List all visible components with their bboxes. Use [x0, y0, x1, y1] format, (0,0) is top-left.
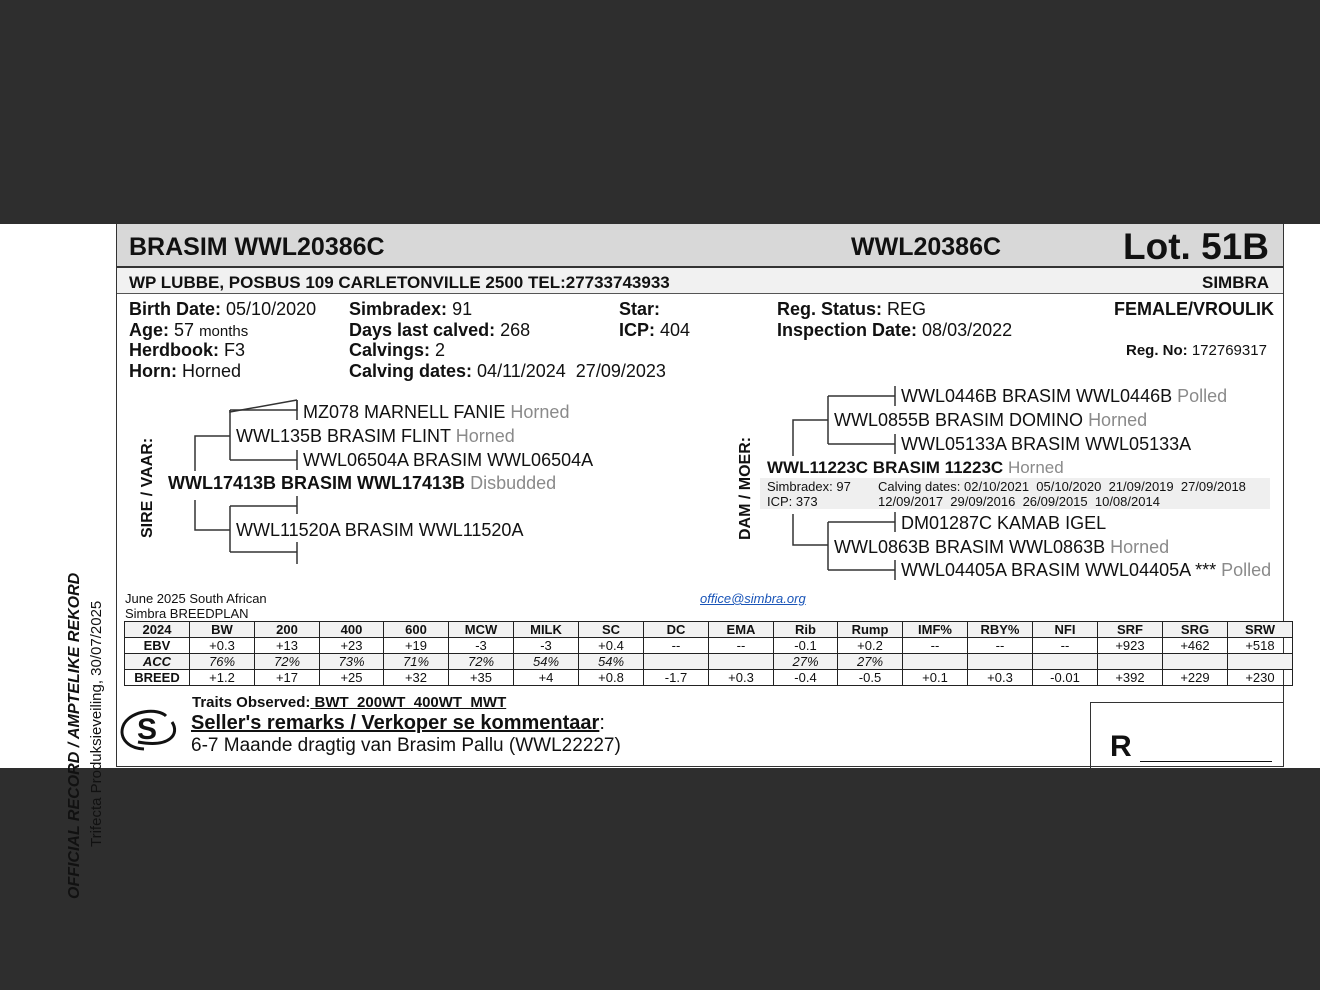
dam-sire-sire: WWL0446B BRASIM WWL0446B Polled — [901, 386, 1228, 406]
table-cell: -3 — [514, 638, 579, 654]
table-cell: -0.5 — [838, 670, 903, 686]
dam: WWL11223C BRASIM 11223C Horned — [767, 458, 1064, 477]
sex: FEMALE/VROULIK — [1114, 299, 1274, 319]
reg-status: Reg. Status: REG — [777, 299, 927, 319]
table-cell: +0.1 — [903, 670, 968, 686]
table-cell: +19 — [384, 638, 449, 654]
breedplan-line-2: Simbra BREEDPLAN — [125, 606, 249, 621]
table-cell: Rib — [774, 622, 838, 638]
seller-remarks: 6-7 Maande dragtig van Brasim Pallu (WWL22227) — [191, 735, 621, 756]
table-cell: +0.3 — [968, 670, 1033, 686]
email-link[interactable]: office@simbra.org — [700, 591, 806, 606]
table-cell — [709, 654, 774, 670]
calvings: Calvings: 2 — [349, 340, 446, 360]
table-cell: -3 — [449, 638, 514, 654]
table-cell: +35 — [449, 670, 514, 686]
sire: WWL17413B BRASIM WWL17413B Disbudded — [168, 473, 557, 493]
icp: ICP: 404 — [619, 320, 691, 340]
table-cell: +25 — [320, 670, 384, 686]
table-cell: EBV — [125, 638, 190, 654]
table-cell: -0.01 — [1033, 670, 1098, 686]
table-cell: 400 — [320, 622, 384, 638]
star-label: Star: — [619, 299, 661, 319]
table-cell: +0.3 — [709, 670, 774, 686]
table-cell: +0.4 — [579, 638, 644, 654]
table-cell: MCW — [449, 622, 514, 638]
table-cell: 71% — [384, 654, 449, 670]
table-cell: +32 — [384, 670, 449, 686]
table-cell — [1163, 654, 1228, 670]
ebv-row — [125, 638, 1293, 654]
dam-dam-sire: DM01287C KAMAB IGEL — [901, 513, 1107, 533]
table-cell: +0.3 — [190, 638, 255, 654]
table-cell: +23 — [320, 638, 384, 654]
sale-name-label: Trifecta Produksieveiling, 30/07/2025 — [88, 600, 105, 847]
table-cell: BREED — [125, 670, 190, 686]
table-header-row — [125, 622, 1293, 638]
sire-sire: WWL135B BRASIM FLINT Horned — [236, 426, 515, 446]
table-cell — [644, 654, 709, 670]
dam-sire: WWL0855B BRASIM DOMINO Horned — [834, 410, 1148, 430]
table-cell: -- — [709, 638, 774, 654]
table-cell: +13 — [255, 638, 320, 654]
price-line[interactable] — [1140, 761, 1272, 762]
table-cell: +462 — [1163, 638, 1228, 654]
breed-average-row — [125, 670, 1293, 686]
table-cell: -- — [1033, 638, 1098, 654]
table-cell: 73% — [320, 654, 384, 670]
remarks-heading: Seller's remarks / Verkoper se kommentaar: — [191, 712, 605, 734]
table-cell: +17 — [255, 670, 320, 686]
sire-sire-dam: WWL06504A BRASIM WWL06504A — [303, 450, 594, 470]
table-cell: +923 — [1098, 638, 1163, 654]
svg-text:S: S — [136, 713, 158, 746]
age: Age: 57 months — [129, 320, 249, 340]
table-cell: BW — [190, 622, 255, 638]
table-cell: +4 — [514, 670, 579, 686]
ebv-table — [124, 621, 1293, 686]
table-cell — [903, 654, 968, 670]
table-cell — [968, 654, 1033, 670]
table-cell: -- — [968, 638, 1033, 654]
dam-dam: WWL0863B BRASIM WWL0863B Horned — [834, 537, 1170, 557]
table-cell: IMF% — [903, 622, 968, 638]
sire-label: SIRE / VAAR: — [139, 437, 156, 538]
breed-name: SIMBRA — [1202, 273, 1270, 292]
table-cell: +518 — [1228, 638, 1293, 654]
table-cell: +230 — [1228, 670, 1293, 686]
table-cell: MILK — [514, 622, 579, 638]
table-cell: -0.1 — [774, 638, 838, 654]
sire-sire-sire: MZ078 MARNELL FANIE Horned — [303, 402, 570, 422]
table-cell: SC — [579, 622, 644, 638]
table-cell: SRG — [1163, 622, 1228, 638]
traits-observed: Traits Observed: BWT 200WT 400WT MWT — [192, 694, 507, 711]
birth-date: Birth Date: 05/10/2020 — [129, 299, 317, 319]
table-cell: -- — [644, 638, 709, 654]
table-cell: 600 — [384, 622, 449, 638]
inspection-date: Inspection Date: 08/03/2022 — [777, 320, 1013, 340]
simbra-logo — [118, 704, 180, 754]
herdbook: Herdbook: F3 — [129, 340, 246, 360]
dam-calving-dates-2: 12/09/2017 29/09/2016 26/09/2015 10/08/2014 — [878, 494, 1160, 509]
horn-status: Horn: Horned — [129, 361, 242, 381]
table-cell: +392 — [1098, 670, 1163, 686]
table-cell — [1098, 654, 1163, 670]
table-cell: +1.2 — [190, 670, 255, 686]
table-cell: SRW — [1228, 622, 1293, 638]
dam-icp: ICP: 373 — [767, 494, 818, 509]
table-cell: 27% — [838, 654, 903, 670]
table-cell: 72% — [255, 654, 320, 670]
table-cell: EMA — [709, 622, 774, 638]
table-cell: NFI — [1033, 622, 1098, 638]
dam-label: DAM / MOER: — [737, 436, 754, 540]
table-cell: DC — [644, 622, 709, 638]
animal-code: WWL20386C — [851, 233, 1002, 261]
dam-sire-dam: WWL05133A BRASIM WWL05133A — [901, 434, 1192, 454]
lot-number: Lot. 51B — [1123, 226, 1269, 267]
table-cell: 2024 — [125, 622, 190, 638]
table-cell: 72% — [449, 654, 514, 670]
dam-simbradex: Simbradex: 97 — [767, 479, 851, 494]
table-cell: Rump — [838, 622, 903, 638]
registration-number: Reg. No: 172769317 — [1126, 342, 1267, 359]
table-cell: +0.8 — [579, 670, 644, 686]
official-record-label: OFFICIAL RECORD / AMPTELIKE REKORD — [66, 572, 83, 899]
days-last-calved: Days last calved: 268 — [349, 320, 531, 340]
animal-name: BRASIM WWL20386C — [129, 233, 385, 261]
table-cell — [1228, 654, 1293, 670]
table-cell: SRF — [1098, 622, 1163, 638]
owner-address: WP LUBBE, POSBUS 109 CARLETONVILLE 2500 TEL:27733743933 — [129, 273, 670, 292]
table-cell: 76% — [190, 654, 255, 670]
table-cell: -1.7 — [644, 670, 709, 686]
animal-record-card — [0, 224, 1320, 899]
table-cell: -- — [903, 638, 968, 654]
sire-dam: WWL11520A BRASIM WWL11520A — [236, 520, 524, 540]
table-cell: +0.2 — [838, 638, 903, 654]
table-cell: 54% — [514, 654, 579, 670]
table-cell: 54% — [579, 654, 644, 670]
calving-dates: Calving dates: 04/11/2024 27/09/2023 — [349, 361, 666, 381]
accuracy-row — [125, 654, 1293, 670]
simbradex: Simbradex: 91 — [349, 299, 473, 319]
table-cell: ACC — [125, 654, 190, 670]
table-cell: 27% — [774, 654, 838, 670]
price-currency-label: R — [1110, 730, 1132, 763]
table-cell: +229 — [1163, 670, 1228, 686]
dam-dam-dam: WWL04405A BRASIM WWL04405A *** Polled — [901, 560, 1272, 580]
table-cell — [1033, 654, 1098, 670]
breedplan-line-1: June 2025 South African — [125, 591, 267, 606]
table-cell: 200 — [255, 622, 320, 638]
table-cell: -0.4 — [774, 670, 838, 686]
table-cell: RBY% — [968, 622, 1033, 638]
dam-calving-dates-1: Calving dates: 02/10/2021 05/10/2020 21/09/2019 27/09/2018 — [878, 479, 1246, 494]
